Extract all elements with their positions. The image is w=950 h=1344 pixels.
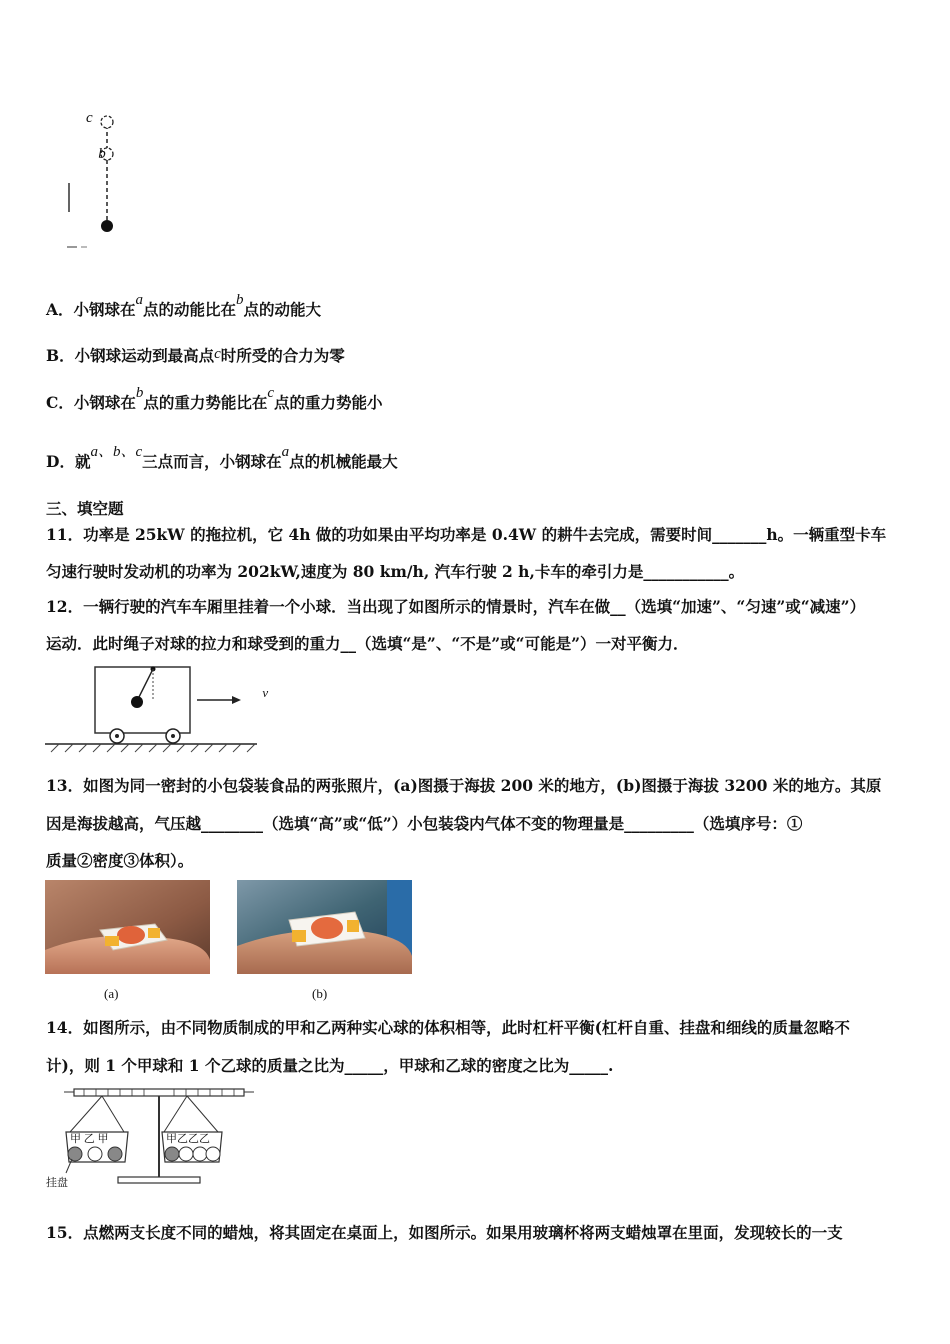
- photo-caption-b: (b): [312, 986, 328, 1001]
- q13-line-1: 13．如图为同一密封的小包袋装食品的两张照片，(a)图摄于海拔 200 米的地方，(b)图摄于海拔 3200 米的地方。其原: [46, 776, 882, 795]
- q14-line-2: 计)，则 1 个甲球和 1 个乙球的质量之比为_____，甲球和乙球的密度之比为_____.: [46, 1056, 614, 1075]
- q14-line-1: 14．如图所示，由不同物质制成的甲和乙两种实心球的体积相等，此时杠杆平衡(杠杆自重、挂盘和细线的质量忽略不: [46, 1018, 850, 1037]
- photo-caption-a: (a): [104, 986, 119, 1001]
- q13-line-2: 因是海拔越高，气压越________（选填“高”或“低”）小包装袋内气体不变的物理量是_________（选填序号：①: [46, 814, 803, 833]
- snack-photo-b: [237, 880, 412, 974]
- ball-position-a: [101, 220, 113, 232]
- ball-position-c: [101, 116, 113, 128]
- fig-label-c: c: [86, 110, 93, 126]
- option-b: B．小钢球运动到最高点c时所受的合力为零: [46, 346, 345, 365]
- ball-trajectory-figure: [55, 105, 175, 255]
- pan-label: 挂盘: [46, 1177, 68, 1189]
- left-pan-labels: 甲 乙 甲: [70, 1133, 109, 1145]
- snack-photo-a: [45, 880, 210, 974]
- velocity-label: v: [262, 685, 269, 700]
- right-pan-labels: 甲乙乙乙: [166, 1133, 210, 1145]
- option-c: C．小钢球在b点的重力势能比在c点的重力势能小: [46, 385, 383, 412]
- q12-line-1: 12．一辆行驶的汽车车厢里挂着一个小球．当出现了如图所示的情景时，汽车在做__（选填“加速”、“匀速”或“减速”）: [46, 597, 866, 616]
- section-title: 三、填空题: [46, 499, 124, 518]
- q15-line-1: 15．点燃两支长度不同的蜡烛，将其固定在桌面上，如图所示。如果用玻璃杯将两支蜡烛罩在里面，发现较长的一支: [46, 1223, 843, 1242]
- pendulum-ball: [131, 696, 143, 708]
- q11-line-1: 11．功率是 25kW 的拖拉机，它 4h 做的功如果由平均功率是 0.4W 的耕牛去完成，需要时间_______h。一辆重型卡车: [46, 525, 887, 544]
- q13-line-3: 质量②密度③体积）。: [46, 851, 194, 870]
- option-d: D．就a、b、c三点而言，小钢球在a点的机械能最大: [46, 444, 398, 471]
- lever-beam: [74, 1089, 244, 1096]
- truck-pendulum-figure: [45, 663, 265, 758]
- fig-label-b: b: [98, 146, 106, 162]
- option-a: A．小钢球在a点的动能比在b点的动能大: [46, 292, 322, 319]
- q12-line-2: 运动．此时绳子对球的拉力和球受到的重力__（选填“是”、“不是”或“可能是”）一对平衡力．: [46, 634, 689, 653]
- q11-line-2: 匀速行驶时发动机的功率为 202kW,速度为 80 km/h, 汽车行驶 2 h,卡车的牵引力是___________。: [46, 562, 745, 581]
